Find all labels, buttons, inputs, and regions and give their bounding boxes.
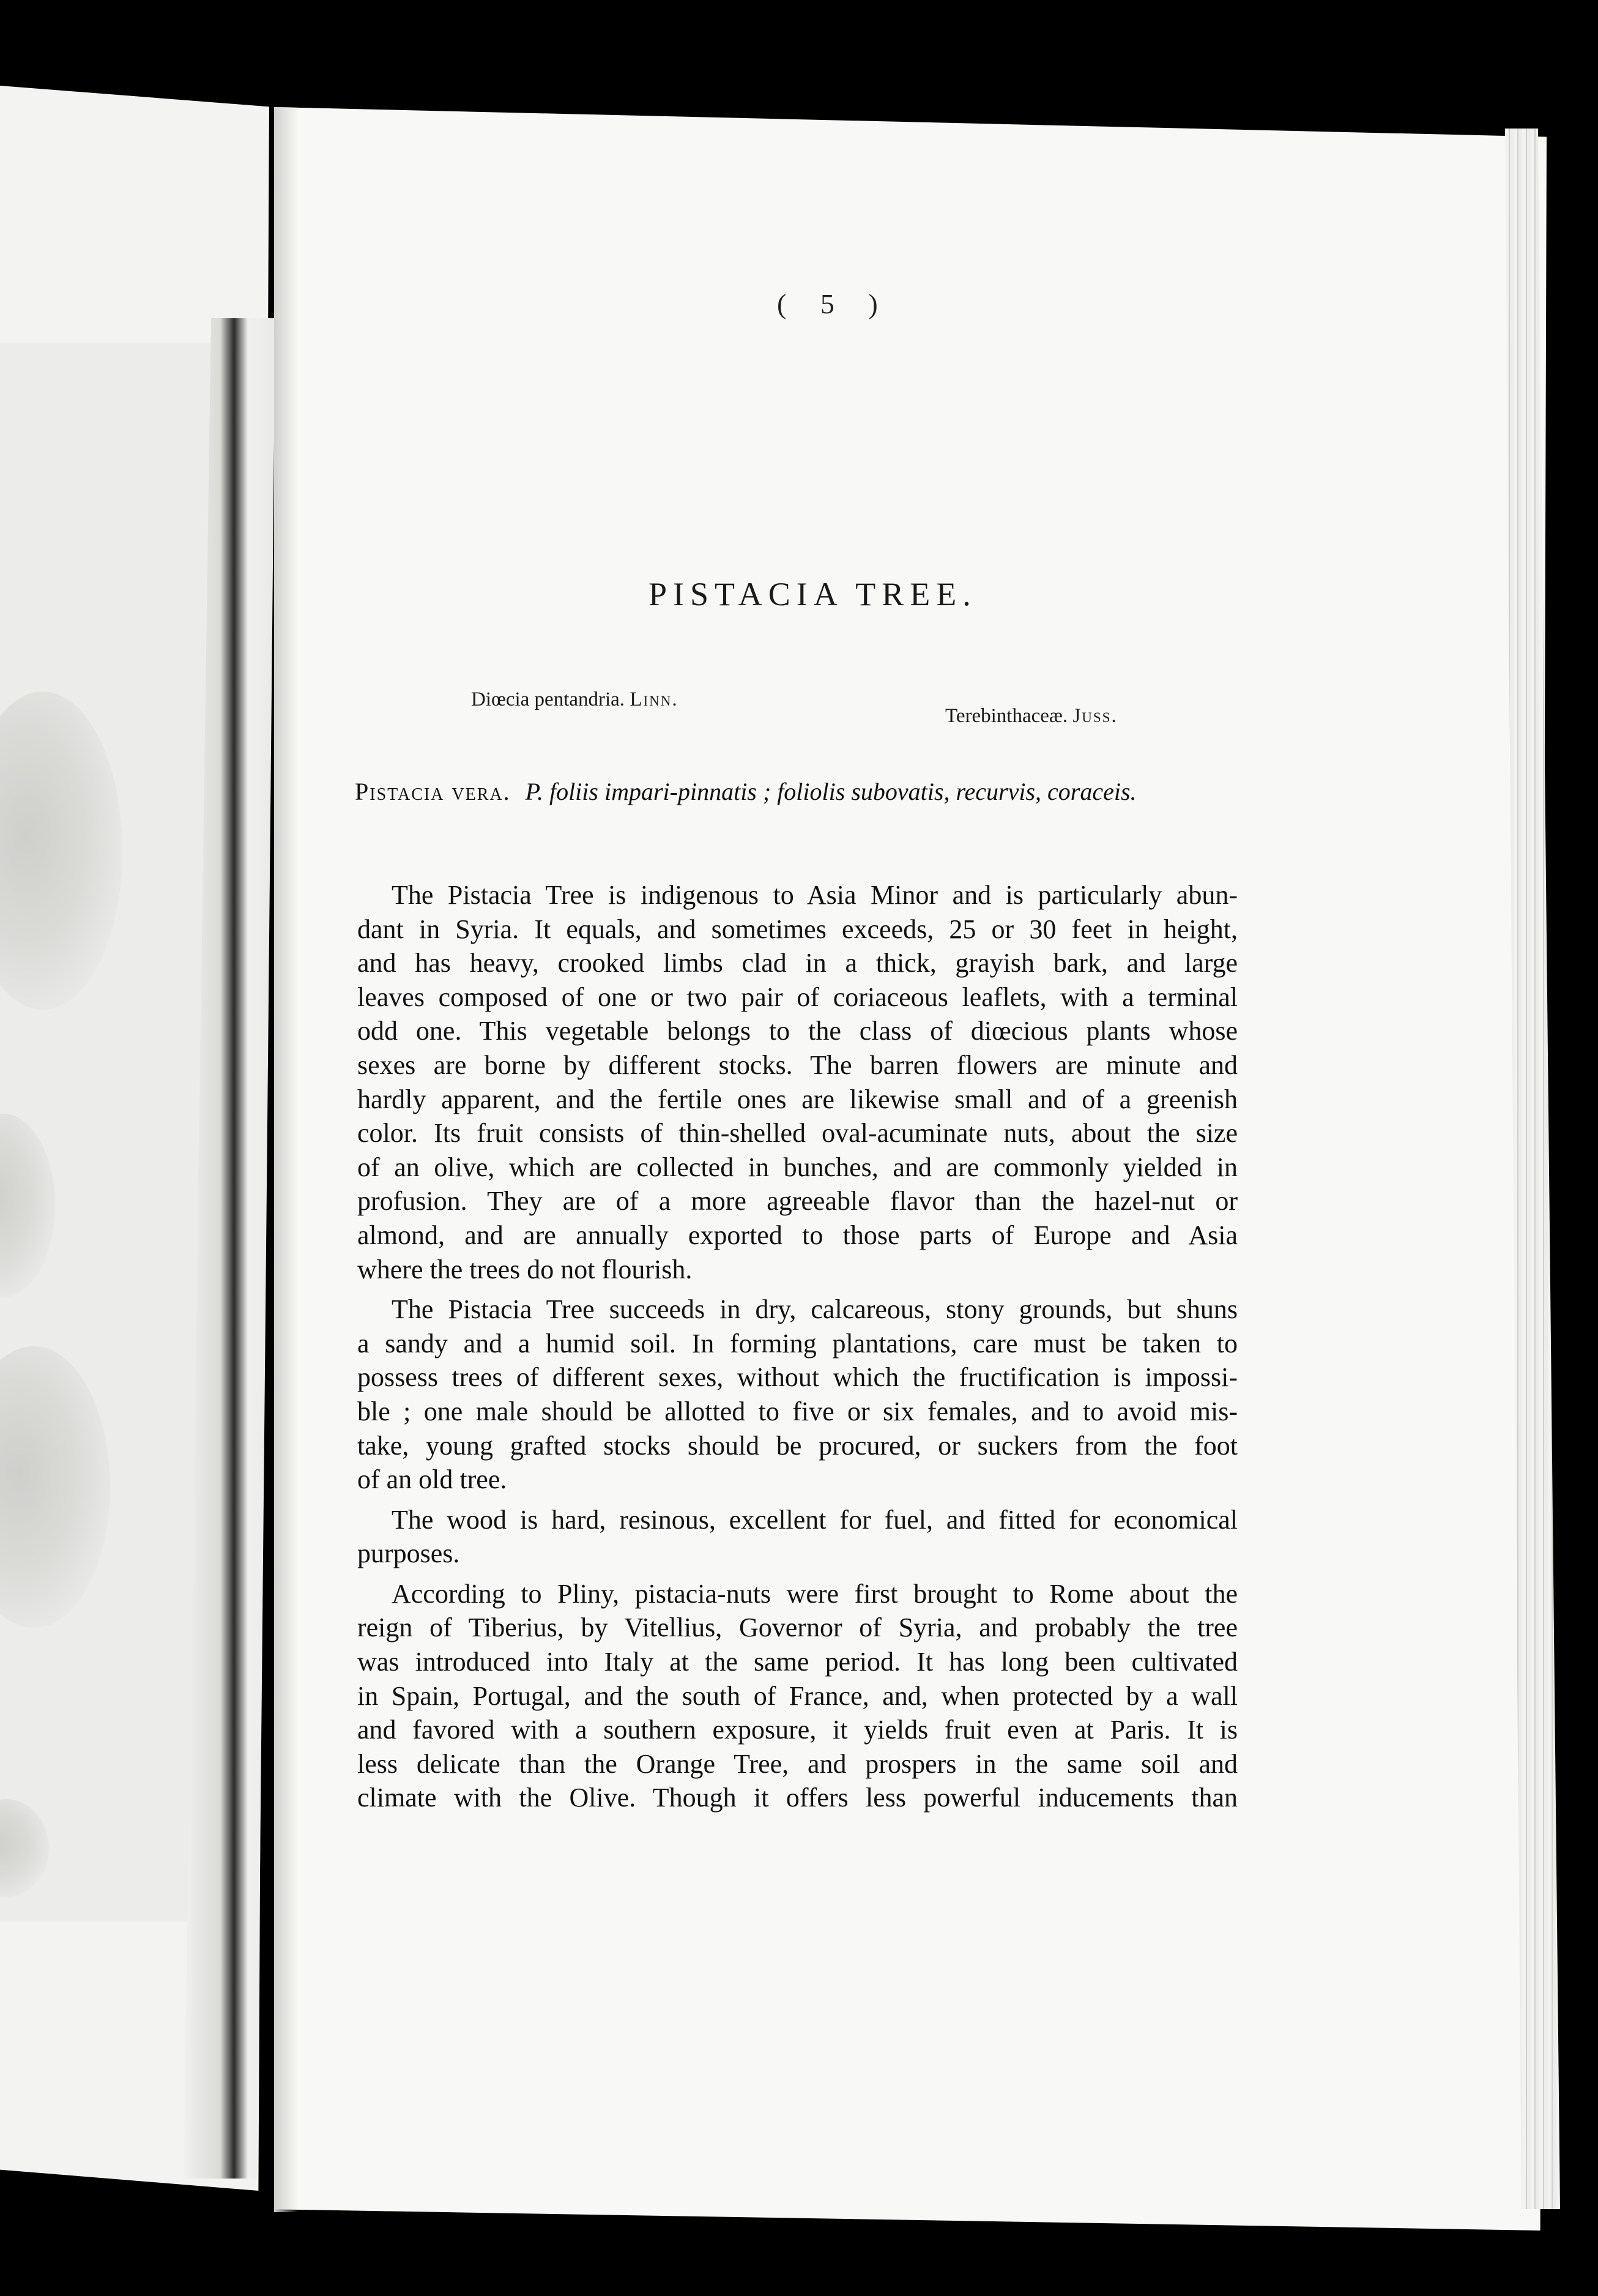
text-line: reign of Tiberius, by Vitellius, Governor of Syria, and probably the tree [357,1612,1238,1643]
text-line: color. Its fruit consists of thin-shelled oval-acuminate nuts, about the size [357,1118,1238,1149]
text-line: odd one. This vegetable belongs to the class of diœcious plants whose [357,1016,1238,1046]
ghost-illustration [0,1114,55,1297]
ghost-illustration [0,1799,49,1897]
text-line: almond, and are annually exported to those parts of Europe and Asia [357,1220,1238,1250]
species-diagnosis-line [355,777,1273,806]
page-number: ( 5 ) [777,288,891,319]
paragraph [323,878,1238,1286]
text-line: where the trees do not flourish. [357,1254,693,1284]
text-line: in Spain, Portugal, and the south of France, and, when protected by a wall [357,1680,1238,1711]
body-text [323,878,1238,1821]
text-line: According to Pliny, pistacia-nuts were first brought to Rome about the [392,1578,1238,1609]
text-line: The wood is hard, resinous, excellent for fuel, and fitted for economical [392,1504,1238,1535]
text-line: of an old tree. [357,1464,507,1495]
text-line: ble ; one male should be allotted to five or six females, and to avoid mis- [357,1396,1238,1426]
paragraph [323,1577,1238,1815]
text-line: sexes are borne by different stocks. The barren flowers are minute and [357,1049,1238,1080]
text-line: leaves composed of one or two pair of coriaceous leaflets, with a terminal [357,982,1238,1012]
page-shadow [274,107,299,2212]
classification-authority: Linn. [630,688,678,710]
jussieu-classification [945,705,1118,728]
text-line: a sandy and a humid soil. In forming plantations, care must be taken to [357,1328,1238,1359]
text-line: was introduced into Italy at the same period. It has long been cultivated [357,1647,1238,1677]
plate-show-through [0,343,221,1921]
ghost-illustration [0,691,122,1010]
species-diagnosis: P. foliis impari-pinnatis ; foliolis subovatis, recurvis, coraceis. [525,778,1137,805]
text-line: dant in Syria. It equals, and sometimes exceeds, 25 or 30 feet in height, [357,914,1238,944]
ghost-illustration [0,1346,110,1628]
species-name: Pistacia vera. [355,778,511,805]
text-line: take, young grafted stocks should be procured, or suckers from the foot [357,1430,1238,1461]
text-line: hardly apparent, and the fertile ones are likewise small and of a greenish [357,1084,1238,1114]
text-line: and favored with a southern exposure, it yields fruit even at Paris. It is [357,1715,1238,1745]
text-line: purposes. [357,1538,460,1569]
text-line: climate with the Olive. Though it offers less powerful inducements than [357,1783,1238,1813]
paragraph [323,1292,1238,1497]
text-line: and has heavy, crooked limbs clad in a thick, grayish bark, and large [357,948,1238,978]
text-line: The Pistacia Tree is indigenous to Asia Minor and is particularly abun- [392,880,1238,910]
page-title: PISTACIA TREE. [648,576,977,613]
linnaean-classification [471,688,678,711]
text-line: profusion. They are of a more agreeable flavor than the hazel-nut or [357,1186,1238,1217]
classification-text: Diœcia pentandria. [471,688,625,710]
paragraph [323,1503,1238,1571]
classification-authority: Juss. [1072,705,1118,727]
text-line: of an olive, which are collected in bunches, and are commonly yielded in [357,1152,1238,1182]
classification-text: Terebinthaceæ. [945,705,1068,727]
text-line: less delicate than the Orange Tree, and prospers in the same soil and [357,1748,1238,1779]
text-line: possess trees of different sexes, without which the fructification is impossi- [357,1362,1238,1393]
text-line: The Pistacia Tree succeeds in dry, calcareous, stony grounds, but shuns [392,1294,1238,1325]
